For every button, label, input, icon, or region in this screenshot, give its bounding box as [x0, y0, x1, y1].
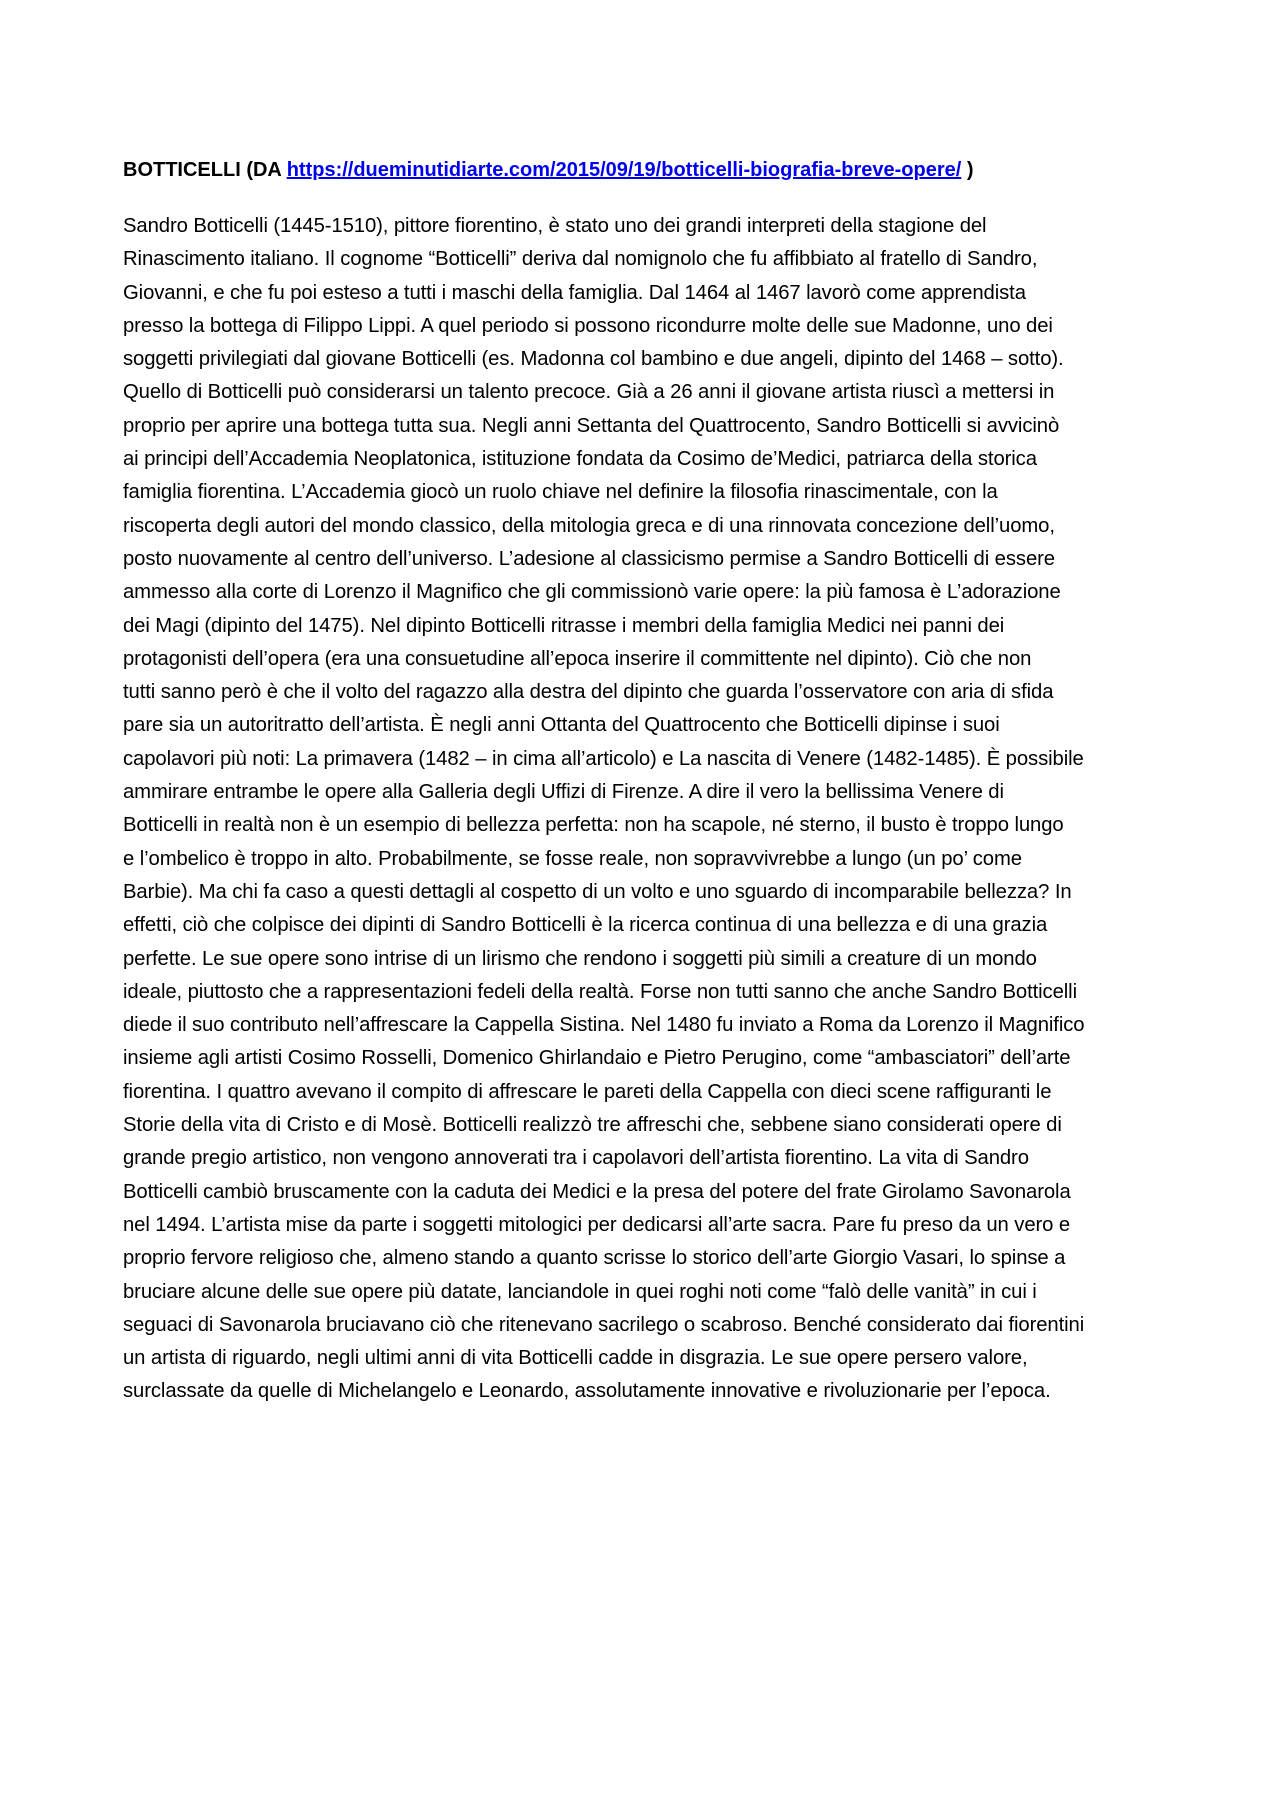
body-line: effetti, ciò che colpisce dei dipinti di Sandro Botticelli è la ricerca continua di una bellezza e di una grazia [123, 914, 1048, 937]
heading-prefix: BOTTICELLI (DA [123, 159, 282, 181]
body-line: ai principi dell’Accademia Neoplatonica, istituzione fondata da Cosimo de’Medici, patriarca della storica [123, 448, 1037, 471]
document-content [123, 150, 1168, 1409]
body-line: Giovanni, e che fu poi esteso a tutti i maschi della famiglia. Dal 1464 al 1467 lavorò come apprendista [123, 281, 1026, 304]
body-line: capolavori più noti: La primavera (1482 – in cima all’articolo) e La nascita di Venere (1482-1485). È possibile [123, 747, 1084, 770]
body-line: pare sia un autoritratto dell’artista. È negli anni Ottanta del Quattrocento che Botticelli dipinse i suoi [123, 714, 1000, 737]
body-line: ammesso alla corte di Lorenzo il Magnifico che gli commissionò varie opere: la più famosa è L’adorazione [123, 581, 1061, 604]
body-line: posto nuovamente al centro dell’universo. L’adesione al classicismo permise a Sandro Botticelli di essere [123, 547, 1055, 570]
body-line: perfette. Le sue opere sono intrise di un lirismo che rendono i soggetti più simili a creature di un mondo [123, 947, 1037, 970]
body-line: presso la bottega di Filippo Lippi. A quel periodo si possono ricondurre molte delle sue Madonne, uno dei [123, 314, 1053, 337]
body-line: tutti sanno però è che il volto del ragazzo alla destra del dipinto che guarda l’osservatore con aria di sfida [123, 681, 1054, 704]
body-line: seguaci di Savonarola bruciavano ciò che ritenevano sacrilego o scabroso. Benché considerato dai fiorentini [123, 1313, 1085, 1336]
body-line: nel 1494. L’artista mise da parte i soggetti mitologici per dedicarsi all’arte sacra. Pare fu preso da un vero e [123, 1213, 1071, 1236]
body-line: grande pregio artistico, non vengono annoverati tra i capolavori dell’artista fiorentino. La vita di Sandro [123, 1147, 1029, 1170]
body-line: bruciare alcune delle sue opere più datate, lanciandole in quei roghi noti come “falò delle vanità” in cui i [123, 1280, 1037, 1303]
body-line: ideale, piuttosto che a rappresentazioni fedeli della realtà. Forse non tutti sanno che anche Sandro Botticelli [123, 980, 1077, 1003]
body-line: Storie della vita di Cristo e di Mosè. Botticelli realizzò tre affreschi che, sebbene siano considerati opere di [123, 1114, 1062, 1137]
body-line: diede il suo contributo nell’affrescare la Cappella Sistina. Nel 1480 fu inviato a Roma da Lorenzo il Magnifico [123, 1014, 1085, 1037]
body-line: ammirare entrambe le opere alla Galleria degli Uffizi di Firenze. A dire il vero la bellissima Venere di [123, 781, 1004, 804]
body-line: insieme agli artisti Cosimo Rosselli, Domenico Ghirlandaio e Pietro Perugino, come “ambasciatori” dell’arte [123, 1047, 1071, 1070]
body-line: riscoperta degli autori del mondo classico, della mitologia greca e di una rinnovata concezione dell’uomo, [123, 514, 1055, 537]
body-line: un artista di riguardo, negli ultimi anni di vita Botticelli cadde in disgrazia. Le sue opere persero valore, [123, 1347, 1028, 1370]
document-heading [123, 150, 1168, 190]
body-line: Rinascimento italiano. Il cognome “Botticelli” deriva dal nomignolo che fu affibbiato al fratello di Sandro, [123, 248, 1038, 271]
body-line: Botticelli cambiò bruscamente con la caduta dei Medici e la presa del potere del frate Girolamo Savonarola [123, 1180, 1071, 1203]
body-paragraph [123, 210, 1168, 1409]
body-line: Barbie). Ma chi fa caso a questi dettagli al cospetto di un volto e uno sguardo di incomparabile bellezza? In [123, 880, 1072, 903]
source-link[interactable]: https://dueminutidiarte.com/2015/09/19/botticelli-biografia-breve-opere/ [286, 159, 962, 181]
heading-suffix: ) [966, 159, 974, 181]
body-line: protagonisti dell’opera (era una consuetudine all’epoca inserire il committente nel dipinto). Ciò che non [123, 647, 1032, 670]
body-line: proprio fervore religioso che, almeno stando a quanto scrisse lo storico dell’arte Giorgio Vasari, lo spinse a [123, 1247, 1066, 1270]
body-line: proprio per aprire una bottega tutta sua. Negli anni Settanta del Quattrocento, Sandro Botticelli si avvicinò [123, 414, 1060, 437]
body-line: surclassate da quelle di Michelangelo e Leonardo, assolutamente innovative e rivoluzionarie per l’epoca. [123, 1380, 1051, 1403]
body-line: famiglia fiorentina. L’Accademia giocò un ruolo chiave nel definire la filosofia rinascimentale, con la [123, 481, 998, 504]
body-line: e l’ombelico è troppo in alto. Probabilmente, se fosse reale, non sopravvivrebbe a lungo (un po’ come [123, 847, 1022, 870]
body-line: Quello di Botticelli può considerarsi un talento precoce. Già a 26 anni il giovane artista riuscì a mettersi in [123, 381, 1055, 404]
body-line: Sandro Botticelli (1445-1510), pittore fiorentino, è stato uno dei grandi interpreti della stagione del [123, 215, 987, 237]
body-line: Botticelli in realtà non è un esempio di bellezza perfetta: non ha scapole, né sterno, il busto è troppo lungo [123, 814, 1064, 837]
body-line: soggetti privilegiati dal giovane Botticelli (es. Madonna col bambino e due angeli, dipinto del 1468 – sotto). [123, 348, 1064, 371]
body-line: dei Magi (dipinto del 1475). Nel dipinto Botticelli ritrasse i membri della famiglia Medici nei panni dei [123, 614, 1005, 637]
body-line: fiorentina. I quattro avevano il compito di affrescare le pareti della Cappella con dieci scene raffiguranti le [123, 1080, 1052, 1103]
